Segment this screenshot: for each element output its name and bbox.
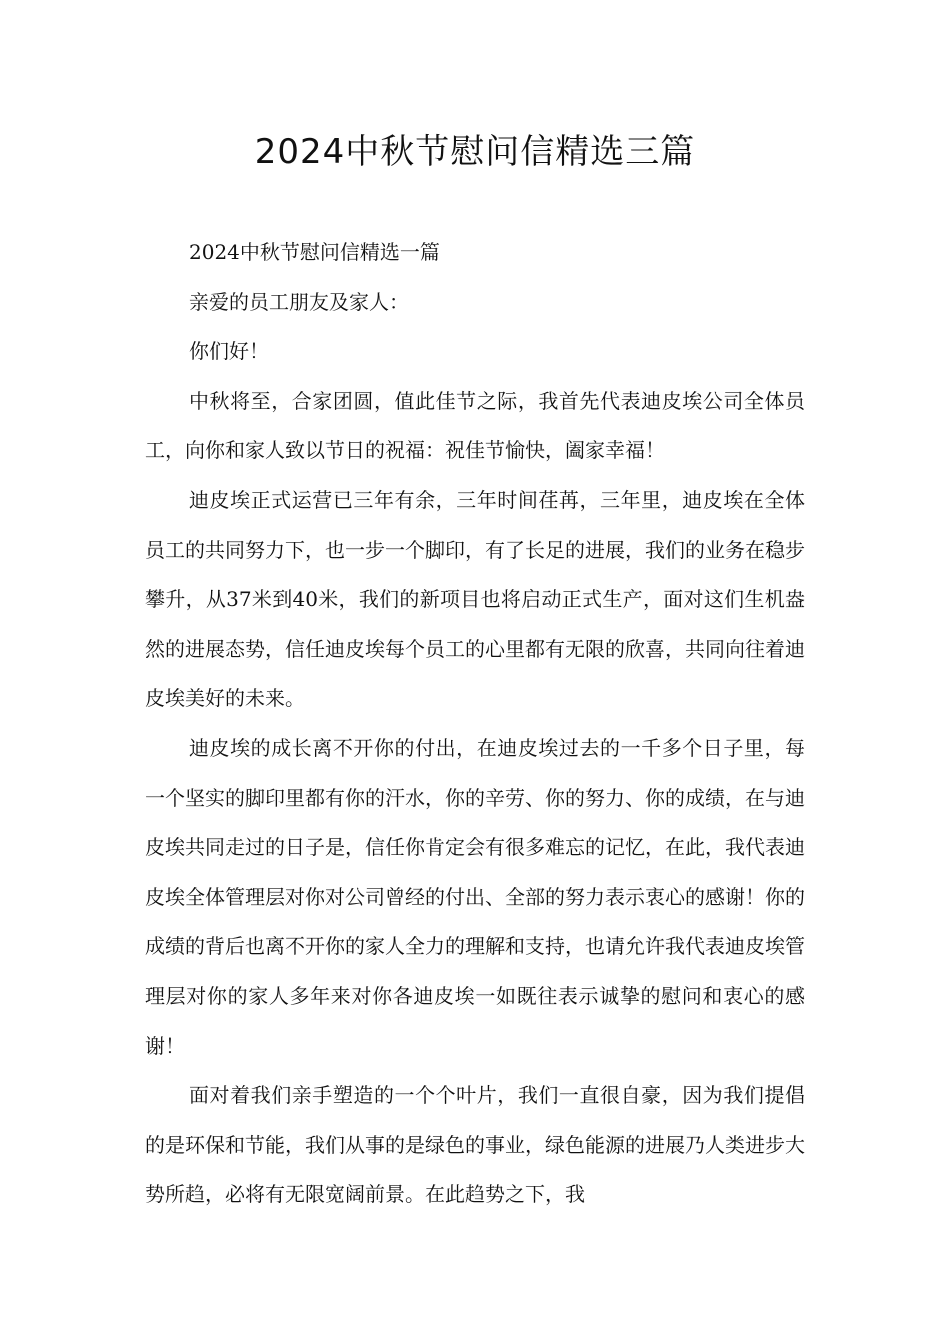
section-heading: 2024中秋节慰问信精选一篇 — [189, 240, 440, 264]
paragraph: 迪皮埃正式运营已三年有余，三年时间荏苒，三年里，迪皮埃在全体员工的共同努力下，也一步一个脚印，有了长足的进展，我们的业务在稳步攀升，从37米到40米，我们的新项目也将启动正式生产，面对这们生机盎然的进展态势，信任迪皮埃每个员工的心里都有无限的欣喜，共同向往着迪皮埃美好的未来。 — [145, 487, 805, 711]
paragraph: 面对着我们亲手塑造的一个个叶片，我们一直很自豪，因为我们提倡的是环保和节能，我们从事的是绿色的事业，绿色能源的进展乃人类进步大势所趋，必将有无限宽阔前景。在此趋势之下，我 — [145, 1083, 805, 1207]
salutation: 亲爱的员工朋友及家人： — [189, 289, 409, 314]
document-title: 2024中秋节慰问信精选三篇 — [254, 132, 696, 172]
paragraph: 迪皮埃的成长离不开你的付出，在迪皮埃过去的一千多个日子里，每一个坚实的脚印里都有你的汗水，你的辛劳、你的努力、你的成绩，在与迪皮埃共同走过的日子是，信任你肯定会有很多难忘的记忆，在此，我代表迪皮埃全体管理层对你对公司曾经的付出、全部的努力表示衷心的感谢！你的成绩的背后也离不开你的家人全力的理解和支持，也请允许我代表迪皮埃管理层对你的家人多年来对你各迪皮埃一如既往表示诚挚的慰问和衷心的感谢！ — [145, 735, 805, 1058]
document-body — [145, 228, 805, 1220]
paragraph: 中秋将至，合家团圆，值此佳节之际，我首先代表迪皮埃公司全体员工，向你和家人致以节日的祝福：祝佳节愉快，阖家幸福！ — [145, 388, 805, 463]
greeting: 你们好！ — [189, 339, 269, 364]
